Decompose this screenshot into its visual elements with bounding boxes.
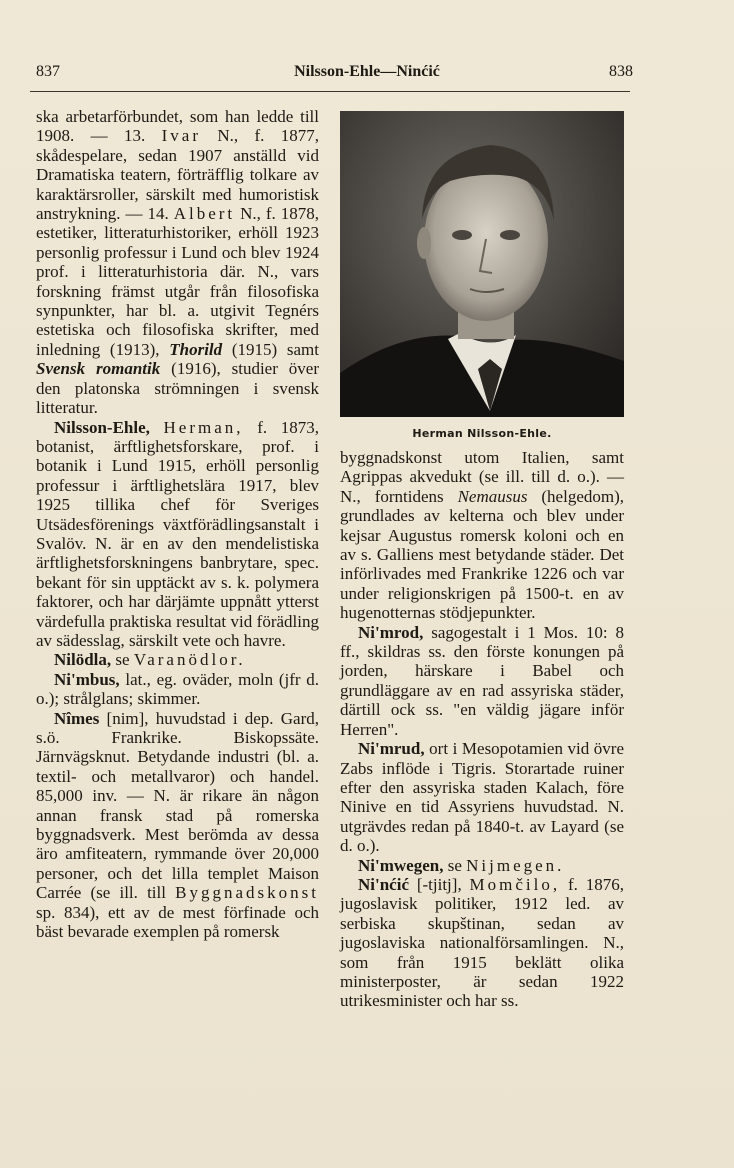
cross-reference: Byggnadskonst bbox=[175, 883, 320, 903]
photo-caption: Herman Nilsson-Ehle. bbox=[412, 427, 552, 440]
entry-nimes-continued: byggnadskonst utom Italien, samt Agrippas akvedukt (se ill. till d. o.). — N., forntidens Nemausus (helgedom), grundlades av kelterna och blev under kejsar Augustus romersk koloni och en av s. Galliens mest betydande städer. Det införlivades med Frankrike 1226 och var under religionskrigen på 1500-t. en av hugenotternas stödjepunkter. bbox=[340, 448, 624, 623]
entry-headword: Ni'mrod, bbox=[358, 622, 424, 642]
portrait-photo bbox=[340, 111, 624, 417]
page-number-right: 838 bbox=[609, 63, 633, 80]
cross-reference: Varanödlor. bbox=[133, 650, 246, 670]
entry-headword: Nîmes bbox=[54, 708, 100, 728]
entry-headword: Ni'mbus, bbox=[54, 669, 120, 689]
page-number-left: 837 bbox=[36, 63, 60, 80]
right-column bbox=[340, 448, 624, 1011]
entry-headword: Ni'mwegen, bbox=[358, 855, 444, 875]
running-title: Nilsson-Ehle—Ninćić bbox=[294, 63, 440, 80]
running-header bbox=[0, 63, 734, 85]
entry-nimes: Nîmes [nim], huvudstad i dep. Gard, s.ö. Frankrike. Biskopssäte. Järnvägsknut. Betydande industri (bl. a. textil- och metallvaror) och handel. 85,000 inv. — N. är rikare än någon annan fransk stad på romerska byggnadsverk. Mest berömda av dessa äro amfiteatern, rymmande över 20,000 personer, och det lilla templet Maison Carrée (se ill. till Byggnadskonst sp. 834), ett av de mest förfinade och bäst bevarade exemplen på romersk bbox=[36, 708, 320, 942]
entry-continuation: ska arbetarförbundet, som han ledde till 1908. — 13. Ivar N., f. 1877, skådespelare, sedan 1907 anställd vid Dramatiska teatern, förträfflig tolkare av karaktärsroller, särskilt med humoristisk anstrykning. — 14. Albert N., f. 1878, estetiker, litteraturhistoriker, erhöll 1923 personlig professur i Lund och blev 1924 prof. i litteraturhistoria där. N., vars forskning främst utgår från filosofiska synpunkter, har bl. a. utgivit Tegnérs estetiska och filosofiska skrifter, med inledning (1913), Thorild (1915) samt Svensk romantik (1916), studier över den platonska strömningen i svensk litteratur. bbox=[36, 107, 320, 418]
entry-nincic: Ni'nćić [-tjitj], Momčilo, f. 1876, jugoslavisk politiker, 1912 led. av serbiska skupštinan, sedan av jugoslaviska nationalförsamlingen. N., som från 1915 beklätt olika ministerposter, är sedan 1922 utrikesminister och har ss. bbox=[340, 874, 624, 1011]
entry-headword: Ni'nćić bbox=[358, 874, 409, 894]
cross-reference: Nijmegen. bbox=[466, 855, 565, 875]
entry-headword: Nilödla, bbox=[54, 650, 112, 670]
entry-headword: Ni'mrud, bbox=[358, 739, 425, 759]
entry-nilodla: Nilödla, se Varanödlor. bbox=[54, 650, 246, 670]
entry-nimrud: Ni'mrud, ort i Mesopotamien vid övre Zabs inflöde i Tigris. Storartade ruiner efter den assyriska staden Kalach, före Ninive en tid Assyriens huvudstad. N. utgrävdes redan på 1840-t. av Layard (se d. o.). bbox=[340, 739, 625, 856]
entry-nilsson-ehle: Nilsson-Ehle, Herman, f. 1873, botanist, ärftlighetsforskare, prof. i botanik i Lund 1915, erhöll personlig professur i ärftlighetslära 1917, blev 1925 tillika chef för Sveriges Utsädesförenings växtförädlingsanstalt i Svalöv. N. är en av den mendelistiska ärftlighetsforskningens banbrytare, spec. bekant för sin upptäckt av s. k. polymera faktorer, och har därjämte uppnått ytterst värdefulla praktiska resultat vid förädling av sädesslag, särskilt vete och havre. bbox=[36, 417, 319, 650]
entry-nimbus: Ni'mbus, lat., eg. oväder, moln (jfr d. o.); strålglans; skimmer. bbox=[36, 669, 319, 709]
left-column bbox=[36, 107, 319, 941]
header-rule bbox=[30, 91, 630, 92]
entry-nimrod: Ni'mrod, sagogestalt i 1 Mos. 10: 8 ff., skildras ss. den förste konungen på jorden, härskare i Babel och grundläggare av en rad assyriska städer, därtill ock ss. "en väldig jägare inför Herren". bbox=[340, 622, 625, 739]
entry-nimwegen: Ni'mwegen, se Nijmegen. bbox=[358, 855, 565, 875]
entry-headword: Nilsson-Ehle, bbox=[54, 417, 150, 437]
